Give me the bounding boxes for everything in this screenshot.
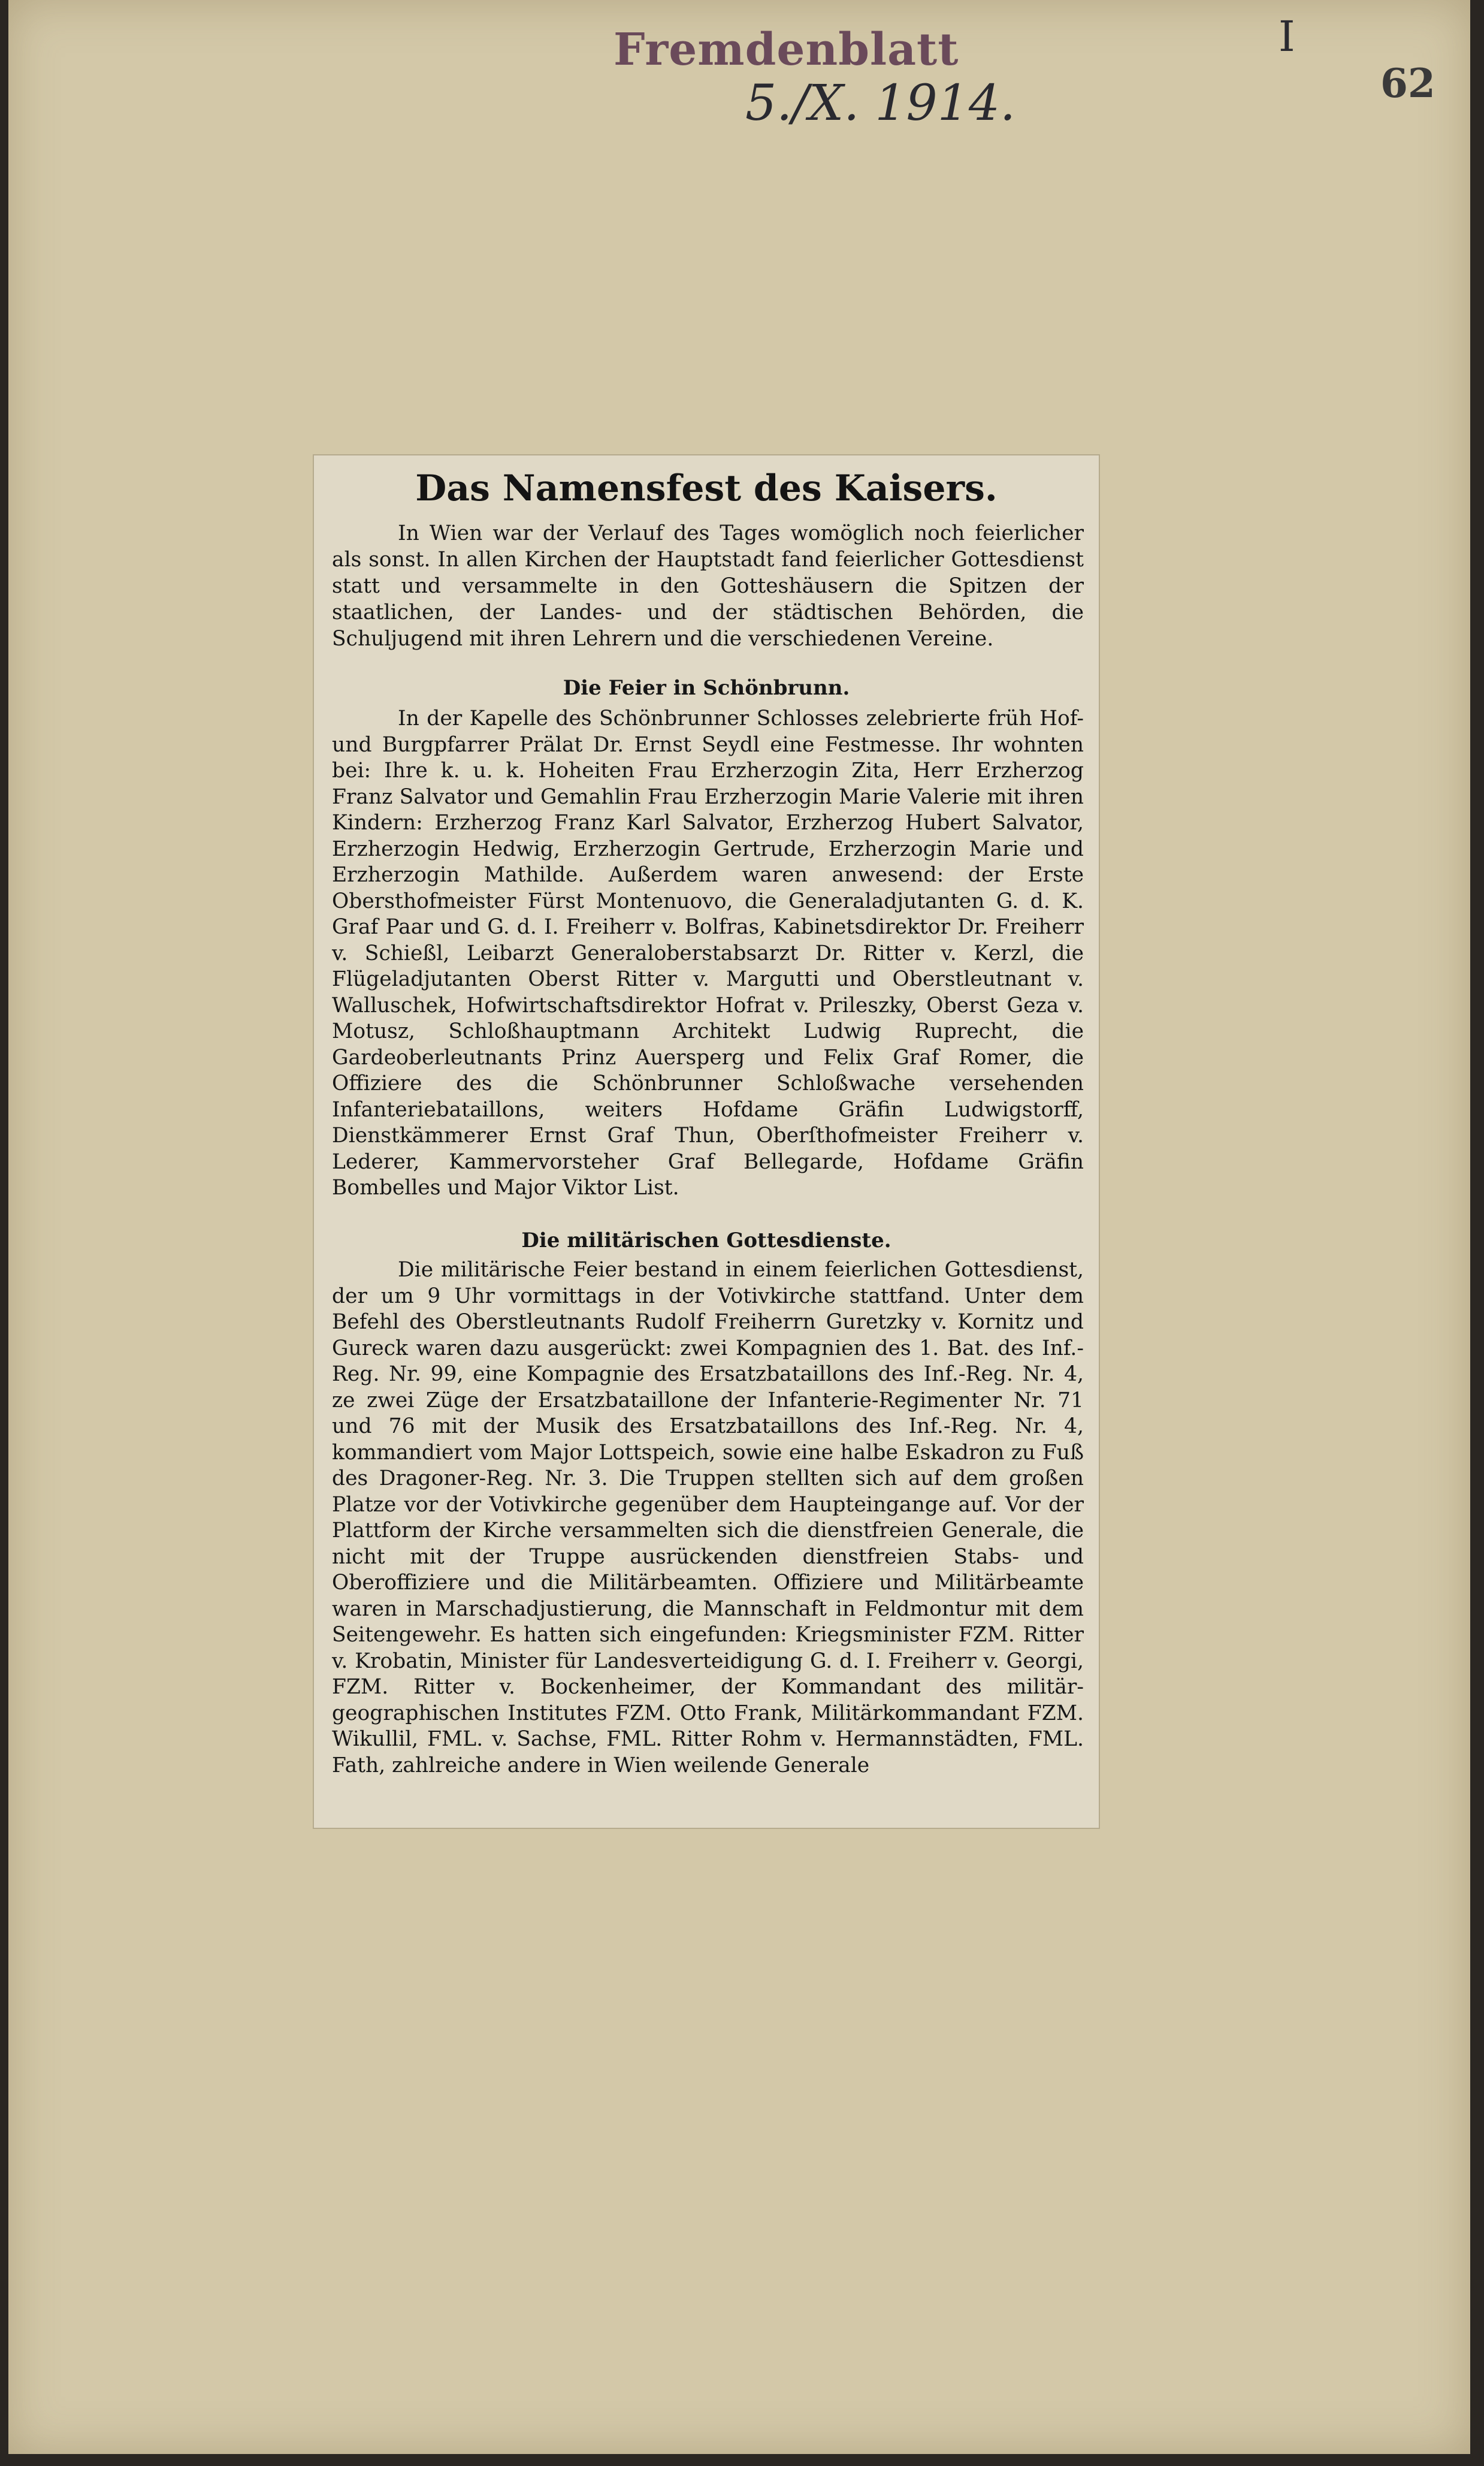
section-text-military: Die militärische Feier bestand in einem feierlichen Gottesdienst, der um 9 Uhr vormittags in der Votivkirche stattfand. Unter dem Befehl des Oberstleutnants Rudolf Freiherrn Guretzky v. Kornitz und Gureck waren dazu ausgerückt: zwei Kompagnien des 1. Bat. des Inf.-Reg. Nr. 99, eine Kompagnie des Ersatzbataillons des Inf.-Reg. Nr. 4, ze zwei Züge der Ersatzbataillone der Infanterie-Regimenter Nr. 71 und 76 mit der Musik des Ersatzbataillons des Inf.-Reg. Nr. 4, kommandiert vom Major Lottspeich, sowie eine halbe Eskadron zu Fuß des Dragoner-Reg. Nr. 3. Die Truppen stellten sich auf dem großen Platze vor der Votivkirche gegenüber dem Haupteingange auf. Vor der Plattform der Kirche versammelten sich die dienstfreien Generale, die nicht mit der Truppe ausrückenden dienstfreien Stabs- und Oberoffiziere und die Militärbeamten. Offiziere und Militärbeamte waren in Marschadjustierung, die Mannschaft in Feldmontur mit dem Seitengewehr. Es hatten sich eingefunden: Kriegsminister FZM. Ritter v. Krobatin, Minister für Landesverteidigung G. d. I. Freiherr v. Georgi, FZM. Ritter v. Bockenheimer, der Kommandant des militär-geographischen Institutes FZM. Otto Frank, Militärkommandant FZM. Wikullil, FML. v. Sachse, FML. Ritter Rohm v. Hermannstädten, FML. Fath, zahlreiche andere in Wien weilende Generale <box>332 1258 1084 1777</box>
newspaper-source-stamp: Fremdenblatt <box>613 24 959 76</box>
handwritten-date: 5./X. 1914. <box>745 75 1016 132</box>
section-heading-military: Die militärischen Gottesdienste. <box>521 1229 891 1252</box>
section-text-schoenbrunn: In der Kapelle des Schönbrunner Schlosses zelebrierte früh Hof- und Burgpfarrer Prälat Dr. Ernst Seydl eine Festmesse. Ihr wohnten bei: Ihre k. u. k. Hoheiten Frau Erzherzogin Zita, Herr Erzherzog Franz Salvator und Gemahlin Frau Erzherzogin Marie Valerie mit ihren Kindern: Erzherzog Franz Karl Salvator, Erzherzog Hubert Salvator, Erzherzogin Hedwig, Erzherzogin Gertrude, Erzherzogin Marie und Erzherzogin Mathilde. Außerdem waren anwesend: der Erste Obersthofmeister Fürst Montenuovo, die Generaladjutanten G. d. K. Graf Paar und G. d. I. Freiherr v. Bolfras, Kabinetsdirektor Dr. Freiherr v. Schießl, Leibarzt Generaloberstabsarzt Dr. Ritter v. Kerzl, die Flügeladjutanten Oberst Ritter v. Margutti und Oberstleutnant v. Walluschek, Hofwirtschaftsdirektor Hofrat v. Prileszky, Oberst Geza v. Motusz, Schloßhauptmann Architekt Ludwig Ruprecht, die Gardeoberleutnants Prinz Auersperg und Felix Graf Romer, die Offiziere des die Schönbrunner Schloßwache versehenden Infanteriebataillons, weiters Hofdame Gräfin Ludwigstorff, Dienstkämmerer Ernst Graf Thun, Oberſthofmeister Freiherr v. Lederer, Kammervorsteher Graf Bellegarde, Hofdame Gräfin Bombelles und Major Viktor List. <box>332 707 1084 1200</box>
section-heading-schoenbrunn: Die Feier in Schönbrunn. <box>563 676 850 700</box>
article-title: Das Namensfest des Kaisers. <box>415 467 998 509</box>
archive-page <box>8 0 1470 2454</box>
article-intro: In Wien war der Verlauf des Tages womöglich noch feierlicher als sonst. In allen Kirchen der Hauptstadt fand feierlicher Gottesdienst statt und versammelte in den Gotteshäusern die Spitzen der staatlichen, der Landes- und der städtischen Behörden, die Schuljugend mit ihren Lehrern und die verschiedenen Vereine. <box>332 521 1084 651</box>
newspaper-clipping <box>314 455 1099 1828</box>
handwritten-roman-numeral: I <box>1279 12 1295 61</box>
page-number: 62 <box>1380 60 1435 107</box>
